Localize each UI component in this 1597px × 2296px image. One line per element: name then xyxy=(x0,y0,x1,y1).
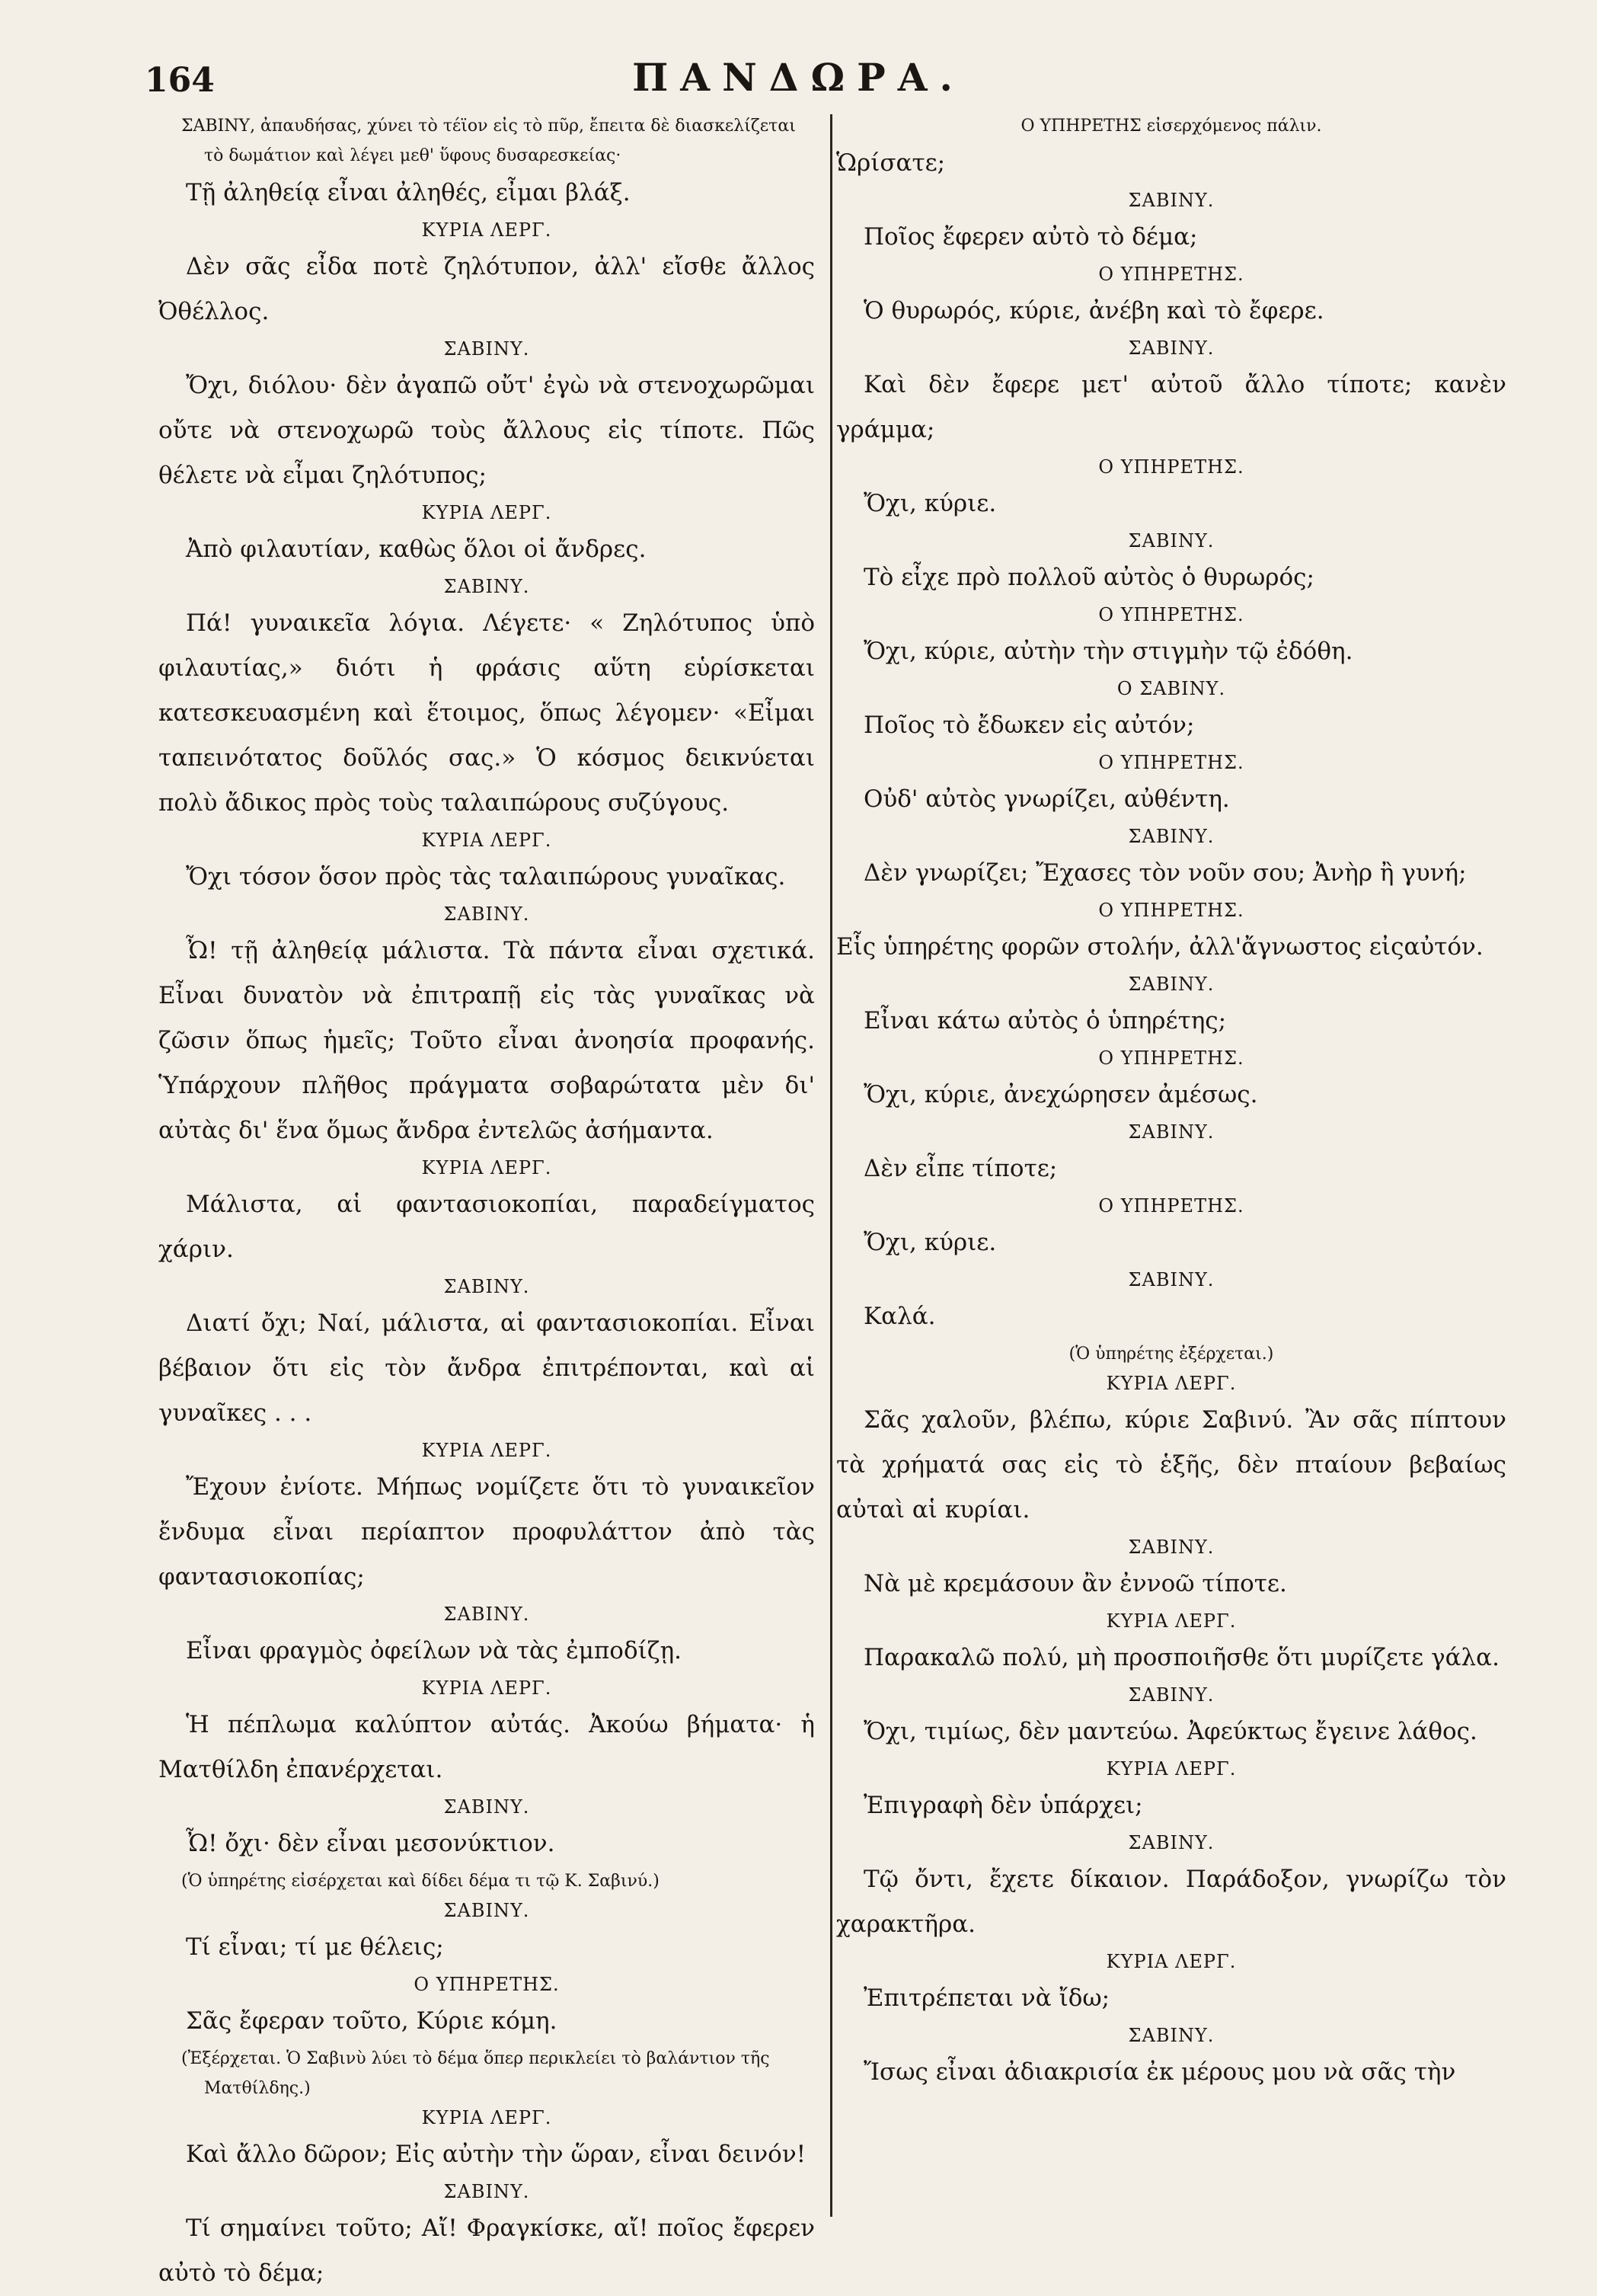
speaker-name: ΚΥΡΙΑ ΛΕΡΓ. xyxy=(1106,1758,1237,1780)
speaker-name: Ο ΥΠΗΡΕΤΗΣ. xyxy=(414,1974,560,1995)
dialogue-line: Καὶ δὲν ἔφερε μετ' αὐτοῦ ἄλλο τίποτε; κανὲν γράμμα; xyxy=(836,371,1506,443)
speaker-name: ΣΑΒΙΝΥ. xyxy=(443,1796,530,1818)
speaker-name: Ο ΥΠΗΡΕΤΗΣ. xyxy=(1098,900,1244,921)
dialogue-line: Δὲν γνωρίζει; Ἔχασες τὸν νοῦν σου; Ἀνὴρ ἢ γυνή; xyxy=(864,859,1467,887)
dialogue-line: Παρακαλῶ πολύ, μὴ προσποιῆσθε ὅτι μυρίζετε γάλα. xyxy=(864,1644,1500,1671)
speaker-name: ΚΥΡΙΑ ΛΕΡΓ. xyxy=(421,2107,552,2128)
dialogue-line: Ἡ πέπλωμα καλύπτον αὐτάς. Ἀκούω βήματα· ἡ Ματθίλδη ἐπανέρχεται. xyxy=(158,1711,815,1783)
dialogue-line: Ποῖος τὸ ἔδωκεν εἰς αὐτόν; xyxy=(864,712,1195,739)
speaker-name: ΚΥΡΙΑ ΛΕΡΓ. xyxy=(421,219,552,241)
dialogue-line: Τὸ εἶχε πρὸ πολλοῦ αὐτὸς ὁ θυρωρός; xyxy=(864,564,1314,591)
speaker-name: ΚΥΡΙΑ ΛΕΡΓ. xyxy=(421,1440,552,1461)
speaker-name: Ο ΥΠΗΡΕΤΗΣ. xyxy=(1098,604,1244,625)
dialogue-line: Δὲν εἶπε τίποτε; xyxy=(864,1155,1058,1182)
left-column xyxy=(158,111,815,2296)
dialogue-line: Ὄχι, κύριε. xyxy=(864,490,997,517)
stage-direction: (Ὁ ὑπηρέτης ἐξέρχεται.) xyxy=(1068,1345,1274,1364)
dialogue-line: Εἶναι φραγμὸς ὀφείλων νὰ τὰς ἐμποδίζῃ. xyxy=(186,1637,682,1664)
speaker-name: Ο ΥΠΗΡΕΤΗΣ. xyxy=(1098,264,1244,285)
speaker-name: ΣΑΒΙΝΥ. xyxy=(443,2181,530,2202)
stage-direction: Ο ΥΠΗΡΕΤΗΣ εἰσερχόμενος πάλιν. xyxy=(1020,117,1322,136)
dialogue-line: Τῷ ὄντι, ἔχετε δίκαιον. Παράδοξον, γνωρίζω τὸν χαρακτῆρα. xyxy=(836,1866,1506,1938)
right-column xyxy=(836,111,1506,2095)
dialogue-line: Ὁ θυρωρός, κύριε, ἀνέβη καὶ τὸ ἔφερε. xyxy=(864,297,1324,325)
speaker-name: ΣΑΒΙΝΥ. xyxy=(1128,1121,1215,1143)
dialogue-line: Ὄχι, τιμίως, δὲν μαντεύω. Ἀφεύκτως ἔγεινε λάθος. xyxy=(864,1718,1477,1745)
dialogue-line: Οὐδ' αὐτὸς γνωρίζει, αὐθέντη. xyxy=(864,785,1230,813)
speaker-name: Ο ΥΠΗΡΕΤΗΣ. xyxy=(1098,1047,1244,1069)
dialogue-line: Ὄχι, κύριε. xyxy=(864,1229,997,1256)
dialogue-line: Ὡρίσατε; xyxy=(836,149,946,177)
dialogue-line: Εἶναι κάτω αὐτὸς ὁ ὑπηρέτης; xyxy=(864,1007,1227,1034)
dialogue-line: Καὶ ἄλλο δῶρον; Εἰς αὐτὴν τὴν ὥραν, εἶναι δεινόν! xyxy=(186,2141,806,2168)
dialogue-line: Ἐπιγραφὴ δὲν ὑπάρχει; xyxy=(864,1792,1143,1819)
dialogue-line: Ὄχι, κύριε, αὐτὴν τὴν στιγμὴν τῷ ἐδόθη. xyxy=(864,638,1353,665)
speaker-name: ΣΑΒΙΝΥ. xyxy=(1128,826,1215,847)
stage-direction: ΣΑΒΙΝΥ, ἀπαυδήσας, χύνει τὸ τέϊον εἰς τὸ πῦρ, ἔπειτα δὲ διασκελίζεται τὸ δωμάτιον καὶ λέγει μεθ' ὕφους δυσαρεσκείας· xyxy=(181,117,796,165)
dialogue-line: Διατί ὄχι; Ναί, μάλιστα, αἱ φαντασιοκοπίαι. Εἶναι βέβαιον ὅτι εἰς τὸν ἄνδρα ἐπιτρέπονται, καὶ αἱ γυναῖκες . . . xyxy=(158,1309,815,1427)
page-number: 164 xyxy=(145,61,215,100)
speaker-name: ΣΑΒΙΝΥ. xyxy=(443,1604,530,1625)
dialogue-line: Τί εἶναι; τί με θέλεις; xyxy=(186,1933,444,1961)
stage-direction: (Ὁ ὑπηρέτης εἰσέρχεται καὶ δίδει δέμα τι τῷ Κ. Σαβινύ.) xyxy=(181,1872,660,1891)
speaker-name: Ο ΥΠΗΡΕΤΗΣ. xyxy=(1098,1195,1244,1217)
speaker-name: ΣΑΒΙΝΥ. xyxy=(443,576,530,597)
speaker-name: ΚΥΡΙΑ ΛΕΡΓ. xyxy=(1106,1373,1237,1394)
dialogue-line: Τί σημαίνει τοῦτο; Αἴ! Φραγκίσκε, αἴ! ποῖος ἔφερεν αὐτὸ τὸ δέμα; xyxy=(158,2214,815,2287)
speaker-name: ΣΑΒΙΝΥ. xyxy=(443,1276,530,1297)
dialogue-line: Ἴσως εἶναι ἀδιακρισία ἐκ μέρους μου νὰ σᾶς τὴν xyxy=(864,2058,1456,2086)
speaker-name: ΣΑΒΙΝΥ. xyxy=(1128,337,1215,359)
dialogue-line: Ὦ! ὄχι· δὲν εἶναι μεσονύκτιον. xyxy=(186,1830,555,1857)
speaker-name: Ο ΣΑΒΙΝΥ. xyxy=(1116,678,1226,699)
column-divider xyxy=(830,114,832,2217)
speaker-name: ΣΑΒΙΝΥ. xyxy=(443,338,530,360)
speaker-name: ΚΥΡΙΑ ΛΕΡΓ. xyxy=(1106,1951,1237,1972)
speaker-name: ΚΥΡΙΑ ΛΕΡΓ. xyxy=(421,1157,552,1178)
speaker-name: ΣΑΒΙΝΥ. xyxy=(1128,1537,1215,1558)
speaker-name: ΣΑΒΙΝΥ. xyxy=(1128,530,1215,552)
speaker-name: Ο ΥΠΗΡΕΤΗΣ. xyxy=(1098,456,1244,478)
dialogue-line: Σᾶς ἔφεραν τοῦτο, Κύριε κόμη. xyxy=(186,2007,557,2035)
speaker-name: ΣΑΒΙΝΥ. xyxy=(1128,1269,1215,1290)
dialogue-line: Καλά. xyxy=(864,1303,936,1330)
dialogue-line: Δὲν σᾶς εἶδα ποτὲ ζηλότυπον, ἀλλ' εἴσθε ἄλλος Ὀθέλλος. xyxy=(158,253,815,325)
dialogue-line: Ἀπὸ φιλαυτίαν, καθὼς ὅλοι οἱ ἄνδρες. xyxy=(186,536,647,563)
dialogue-line: Μάλιστα, αἱ φαντασιοκοπίαι, παραδείγματος χάριν. xyxy=(158,1191,815,1263)
speaker-name: ΣΑΒΙΝΥ. xyxy=(1128,1684,1215,1706)
dialogue-line: Ὄχι τόσον ὅσον πρὸς τὰς ταλαιπώρους γυναῖκας. xyxy=(186,863,786,891)
dialogue-line: Σᾶς χαλοῦν, βλέπω, κύριε Σαβινύ. Ἂν σᾶς πίπτουν τὰ χρήματά σας εἰς τὸ ἑξῆς, δὲν πταίουν βεβαίως αὐταὶ αἱ κυρίαι. xyxy=(836,1406,1506,1524)
stage-direction: (Ἐξέρχεται. Ὁ Σαβινὺ λύει τὸ δέμα ὅπερ περικλείει τὸ βαλάντιον τῆς Ματθίλδης.) xyxy=(181,2049,770,2098)
dialogue-line: Ὄχι, διόλου· δὲν ἀγαπῶ οὔτ' ἐγὼ νὰ στενοχωρῶμαι οὔτε νὰ στενοχωρῶ τοὺς ἄλλους εἰς τίποτε. Πῶς θέλετε νὰ εἶμαι ζηλότυπος; xyxy=(158,372,815,489)
dialogue-line: Τῇ ἀληθείᾳ εἶναι ἀληθές, εἶμαι βλάξ. xyxy=(186,179,631,206)
speaker-name: ΣΑΒΙΝΥ. xyxy=(443,1900,530,1921)
dialogue-line: Ὦ! τῇ ἀληθείᾳ μάλιστα. Τὰ πάντα εἶναι σχετικά. Εἶναι δυνατὸν νὰ ἐπιτραπῇ εἰς τὰς γυναῖκας νὰ ζῶσιν ὅπως ἡμεῖς; Τοῦτο εἶναι ἀνοησία προφανής. Ὑπάρχουν πλῆθος πράγματα σοβαρώτατα μὲν δι' αὐτὰς δι' ἕνα ὅμως ἄνδρα ἐντελῶς ἀσήμαντα. xyxy=(158,937,815,1144)
speaker-name: ΣΑΒΙΝΥ. xyxy=(1128,974,1215,995)
speaker-name: ΚΥΡΙΑ ΛΕΡΓ. xyxy=(1106,1610,1237,1632)
speaker-name: ΣΑΒΙΝΥ. xyxy=(1128,2025,1215,2046)
speaker-name: Ο ΥΠΗΡΕΤΗΣ. xyxy=(1098,752,1244,773)
speaker-name: ΚΥΡΙΑ ΛΕΡΓ. xyxy=(421,830,552,851)
speaker-name: ΣΑΒΙΝΥ. xyxy=(1128,1832,1215,1853)
speaker-name: ΚΥΡΙΑ ΛΕΡΓ. xyxy=(421,502,552,523)
dialogue-line: Ὄχι, κύριε, ἀνεχώρησεν ἀμέσως. xyxy=(864,1081,1258,1108)
dialogue-line: Ἐπιτρέπεται νὰ ἴδω; xyxy=(864,1984,1110,2012)
speaker-name: ΣΑΒΙΝΥ. xyxy=(443,903,530,925)
dialogue-line: Εἷς ὑπηρέτης φορῶν στολήν, ἀλλ'ἄγνωστος εἰςαὐτόν. xyxy=(836,933,1484,961)
dialogue-line: Ἔχουν ἐνίοτε. Μήπως νομίζετε ὅτι τὸ γυναικεῖον ἔνδυμα εἶναι περίαπτον προφυλάττον ἀπὸ τὰς φαντασιοκοπίας; xyxy=(158,1473,815,1591)
dialogue-line: Νὰ μὲ κρεμάσουν ἂν ἐννοῶ τίποτε. xyxy=(864,1570,1287,1597)
dialogue-line: Ποῖος ἔφερεν αὐτὸ τὸ δέμα; xyxy=(864,223,1198,251)
speaker-name: ΚΥΡΙΑ ΛΕΡΓ. xyxy=(421,1677,552,1699)
dialogue-line: Πά! γυναικεῖα λόγια. Λέγετε· « Ζηλότυπος ὑπὸ φιλαυτίας,» διότι ἡ φράσις αὕτη εὑρίσκεται κατεσκευασμένη καὶ ἕτοιμος, ὅπως λέγομεν· «Εἶμαι ταπεινότατος δοῦλός σας.» Ὁ κόσμος δεικνύεται πολὺ ἄδικος πρὸς τοὺς ταλαιπώρους συζύγους. xyxy=(158,609,815,817)
speaker-name: ΣΑΒΙΝΥ. xyxy=(1128,190,1215,211)
running-title: ΠΑΝΔΩΡΑ. xyxy=(632,55,965,100)
